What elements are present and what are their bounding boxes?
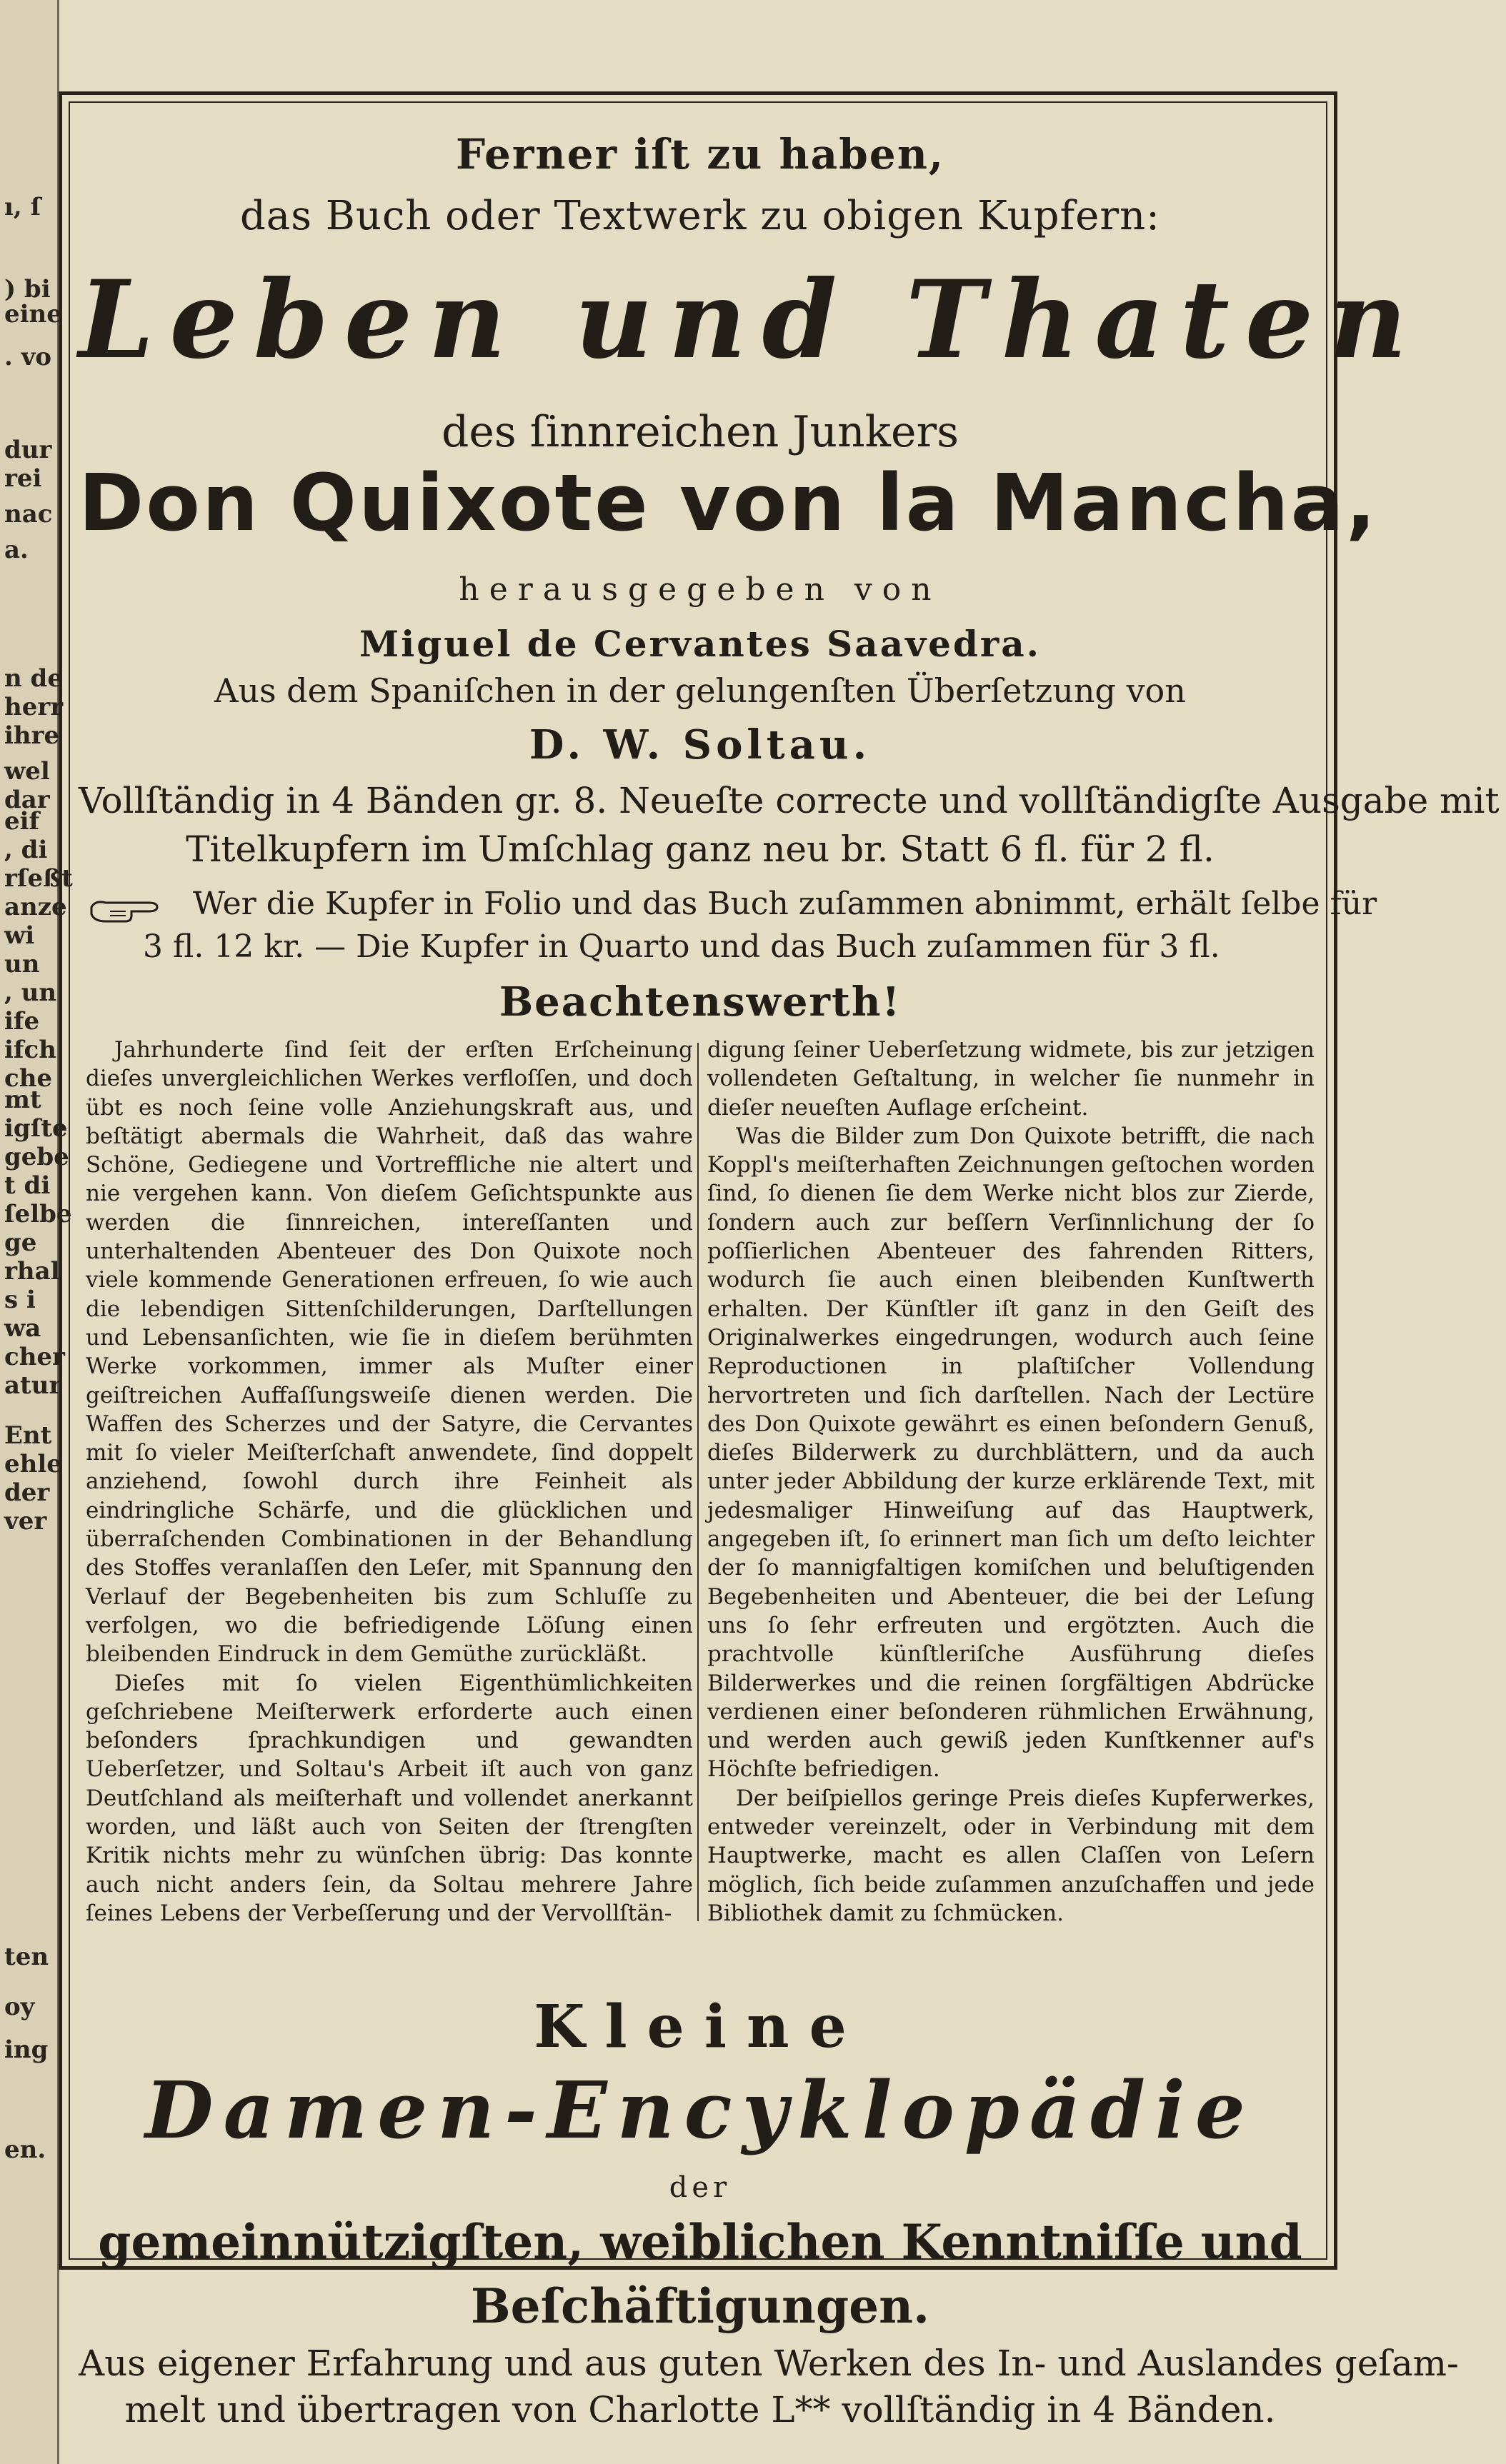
margin-fragment: ife <box>4 1007 40 1036</box>
margin-fragment: rei <box>4 464 42 493</box>
margin-fragment: atur <box>4 1371 62 1400</box>
main-title: Leben und Thaten <box>79 257 1423 383</box>
second-ad-title: Damen-Encyklopädie <box>145 2064 1255 2156</box>
margin-fragment: , di <box>4 836 48 864</box>
margin-fragment: rſeßt <box>4 864 73 893</box>
margin-fragment: wel <box>4 757 50 786</box>
margin-fragment: igſte <box>4 1114 68 1143</box>
second-ad-subtitle-1: gemeinnützigſten, weiblichen Kenntniſſe und <box>98 2214 1302 2270</box>
pointing-hand-icon <box>89 894 174 930</box>
paragraph: Dieſes mit ſo vielen Eigenthümlichkeiten geſchriebene Meiſterwerk erforderte auch einen beſonders ſprachkundigen und gewandten Ueberſetzer, und Soltau's Arbeit iſt auch von ganz Deutſchland als meiſterhaft und vollendet anerkannt worden, und läßt auch von Seiten der ſtrengſten Kritik nichts mehr zu wünſchen übrig: Das konnte auch nicht anders ſein, da Soltau mehrere Jahre ſeines Lebens der Verbeſſerung und der Vervollſtän- <box>86 1670 693 1926</box>
column-divider <box>697 1043 699 1921</box>
margin-fragment: dar <box>4 786 50 814</box>
margin-fragment: der <box>4 1478 50 1507</box>
margin-fragment: gebe <box>4 1143 69 1171</box>
margin-fragment: un <box>4 950 40 978</box>
second-ad-article: der <box>669 2171 732 2204</box>
second-ad-kicker: Kleine <box>534 1993 867 2061</box>
previous-page-edge <box>0 0 73 2464</box>
margin-fragment: rhal <box>4 1257 60 1286</box>
paragraph: digung ſeiner Ueberſetzung widmete, bis zur jetzigen vollendeten Geſtaltung, in welcher ſie nunmehr in dieſer neueſten Auflage erſcheint. <box>707 1037 1315 1121</box>
junkers-line: des ſinnreichen Junkers <box>442 407 959 457</box>
margin-fragment: t di <box>4 1171 51 1200</box>
margin-fragment: herr <box>4 693 64 721</box>
subtitle-line: das Buch oder Textwerk zu obigen Kupfern: <box>239 193 1161 239</box>
margin-fragment: cher <box>4 1343 65 1371</box>
paragraph: Jahrhunderte ſind ſeit der erſten Erſcheinung dieſes unvergleichlichen Werkes verfloſſen, und doch übt es noch ſeine volle Anziehungskraft aus, und beſtätigt abermals die Wahrheit, daß das wahre Schöne, Gediegene und Vortreffliche nie altert und nie vergehen kann. Von dieſem Geſichtspunkte aus werden die ſinnreichen, intereſſanten und unterhaltenden Abenteuer des Don Quixote noch viele kommende Generationen erfreuen, ſo wie auch die lebendigen Sittenſchilderungen, Darſtellungen und Lebensanſichten, wie ſie in dieſem berühmten Werke vorkommen, immer als Muſter einer geiſtreichen Auffaſſungsweiſe dienen werden. Die Waffen des Scherzes und der Satyre, die Cervantes mit ſo vieler Meiſterſchaft anwendete, ſind doppelt anziehend, ſowohl durch ihre Feinheit als eindringliche Schärfe, und die glücklichen und überraſchenden Combinationen in der Behandlung des Stoffes veranlaſſen den Leſer, mit Spannung den Verlauf der Begebenheiten bis zum Schluſſe zu verfolgen, wo die befriedigende Löſung einen bleibenden Eindruck in dem Gemüthe zurückläßt. <box>86 1037 693 1668</box>
margin-fragment: n de <box>4 664 63 693</box>
margin-fragment: , un <box>4 978 57 1007</box>
margin-fragment: wa <box>4 1314 41 1343</box>
paragraph: Der beiſpiellos geringe Preis dieſes Kupferwerkes, entweder vereinzelt, oder in Verbindung mit dem Hauptwerke, macht es allen Claſſen von Leſern möglich, ſich beide zuſammen anzuſchaffen und jede Bibliothek damit zu ſchmücken. <box>707 1785 1315 1926</box>
second-ad-subtitle-2: Beſchäftigungen. <box>470 2278 930 2334</box>
section-heading: Beachtenswerth! <box>499 978 902 1026</box>
right-text-column <box>707 1036 1315 1928</box>
margin-fragment: ihre <box>4 721 60 750</box>
margin-fragment: eif <box>4 807 40 836</box>
margin-fragment: Ent <box>4 1421 52 1450</box>
margin-fragment: che <box>4 1064 53 1093</box>
translator-name: D. W. Soltau. <box>529 721 872 768</box>
offer-line-1: Wer die Kupfer in Folio und das Buch zuſammen abnimmt, erhält ſelbe für <box>193 886 1377 922</box>
margin-fragment: wi <box>4 921 35 950</box>
second-ad-details-1: Aus eigener Erfahrung und aus guten Werken des In- und Auslandes geſam- <box>79 2343 1459 2384</box>
left-text-column <box>86 1036 693 1928</box>
second-ad-details-2: melt und übertragen von Charlotte L** vollſtändig in 4 Bänden. <box>124 2389 1276 2430</box>
margin-fragment: ten <box>4 1943 49 1971</box>
margin-fragment: ing <box>4 2035 49 2064</box>
intro-line: Ferner iſt zu haben, <box>455 130 945 179</box>
margin-fragment: s i <box>4 1286 36 1314</box>
offer-line-2: 3 fl. 12 kr. — Die Kupfer in Quarto und das Buch zuſammen für 3 fl. <box>143 928 1220 965</box>
margin-fragment: anze <box>4 893 67 921</box>
edition-details-line-2: Titelkupfern im Umſchlag ganz neu br. Statt 6 fl. für 2 fl. <box>186 828 1215 870</box>
margin-fragment: eine <box>4 300 62 329</box>
translation-note: Aus dem Spaniſchen in der gelungenſten Überſetzung von <box>214 671 1186 710</box>
margin-fragment: ifch <box>4 1036 56 1064</box>
margin-fragment: a. <box>4 536 29 564</box>
margin-fragment: ſelbe <box>4 1200 72 1228</box>
margin-fragment: nac <box>4 500 53 529</box>
margin-fragment: ver <box>4 1507 47 1536</box>
margin-fragment: oy <box>4 1993 35 2021</box>
advertisement <box>79 114 1500 2430</box>
paragraph: Was die Bilder zum Don Quixote betrifft, die nach Koppl's meiſterhaften Zeichnungen geſtochen worden ſind, ſo dienen ſie dem Werke nicht blos zur Zierde, ſondern auch zur beſſern Verſinnlichung der ſo poſſierlichen Abenteuer des fahrenden Ritters, wodurch ſie auch einen bleibenden Kunſtwerth erhalten. Der Künſtler iſt ganz in den Geiſt des Originalwerkes eingedrungen, wodurch auch ſeine Reproductionen in plaſtiſcher Vollendung hervortreten und ſich darſtellen. Nach der Lectüre des Don Quixote gewährt es einen beſondern Genuß, dieſes Bilderwerk zu durchblättern, und da auch unter jeder Abbildung der kurze erklärende Text, mit jedesmaliger Hinweiſung auf das Hauptwerk, angegeben iſt, ſo erinnert man ſich um deſto leichter der ſo mannigfaltigen komiſchen und beluſtigenden Begebenheiten und Abenteuer, die bei der Leſung uns ſo ſehr erfreuten und ergötzten. Auch die prachtvolle künſtleriſche Ausführung dieſes Bilderwerkes und die reinen ſorgfältigen Abdrücke verdienen einer beſonderen rühmlichen Erwähnung, und werden auch gewiß jeden Kunſtkenner auf's Höchſte befriedigen. <box>707 1123 1315 1783</box>
published-by-line: herausgegeben von <box>459 571 942 608</box>
margin-fragment: ge <box>4 1228 37 1257</box>
margin-fragment: dur <box>4 436 52 464</box>
edition-details-line-1: Vollſtändig in 4 Bänden gr. 8. Neueſte correcte und vollſtändigſte Ausgabe mit <box>79 780 1500 821</box>
margin-fragment: en. <box>4 2135 46 2164</box>
margin-fragment: ehle <box>4 1450 62 1478</box>
book-title: Don Quixote von la Mancha, <box>79 457 1378 549</box>
margin-fragment: . vo <box>4 343 52 371</box>
margin-fragment: ı, ſ <box>4 193 41 221</box>
author-name: Miguel de Cervantes Saavedra. <box>359 623 1042 665</box>
margin-fragment: ) bi <box>4 275 51 304</box>
margin-fragment: mt <box>4 1086 41 1114</box>
